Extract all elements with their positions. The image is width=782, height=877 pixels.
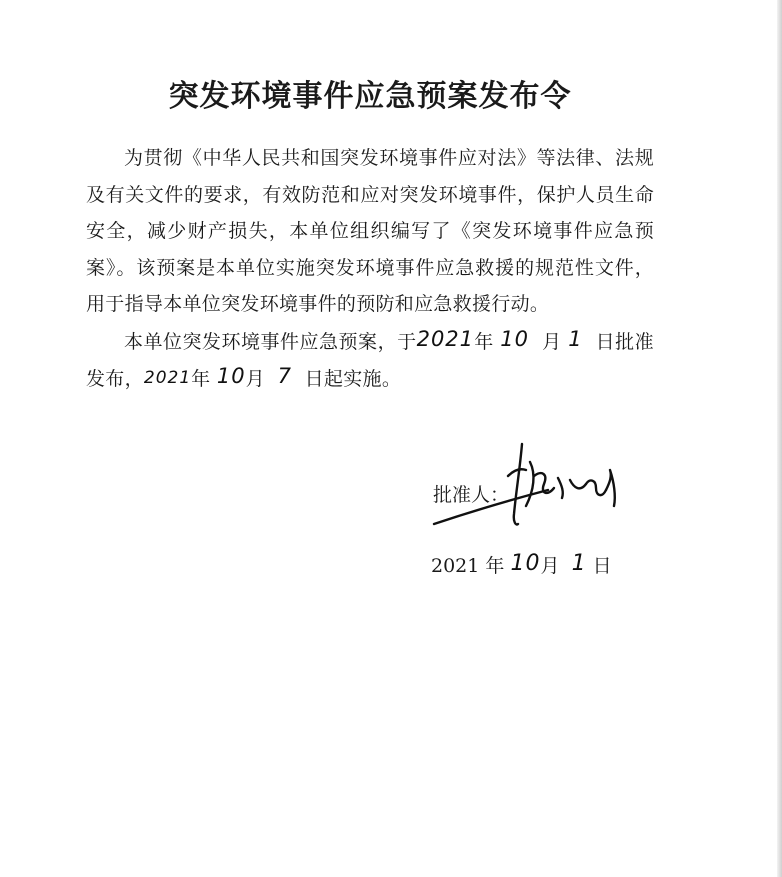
page-edge-shadow bbox=[777, 0, 782, 877]
issue-day-handwritten: 1 bbox=[571, 551, 587, 576]
issue-day-char: 日 bbox=[592, 555, 612, 577]
issue-month-char: 月 bbox=[540, 555, 560, 577]
effective-suffix: 日起实施。 bbox=[304, 368, 402, 390]
approve-year-char: 年 bbox=[474, 330, 494, 353]
document-title: 突发环境事件应急预案发布令 bbox=[168, 79, 572, 114]
dates-prefix: 本单位突发环境事件应急预案，于 bbox=[124, 330, 417, 353]
approve-month-char: 月 bbox=[542, 330, 562, 353]
approve-day-handwritten: 1 bbox=[568, 326, 583, 351]
issue-year: 2021 bbox=[431, 555, 480, 577]
paragraph-dates bbox=[86, 323, 654, 399]
effective-year-char: 年 bbox=[191, 368, 211, 390]
approve-suffix: 日批准发布， bbox=[86, 330, 654, 390]
approve-month-handwritten: 10 bbox=[500, 326, 530, 351]
document-body bbox=[86, 140, 654, 399]
effective-year-handwritten: 2021 bbox=[143, 368, 192, 388]
approver-label: 批准人： bbox=[433, 484, 510, 506]
paragraph-purpose: 为贯彻《中华人民共和国突发环境事件应对法》等法律、法规及有关文件的要求，有效防范和应对突发环境事件，保护人员生命安全，减少财产损失，本单位组织编写了《突发环境事件应急预案》。该预案是本单位实施突发环境事件应急救援的规范性文件，用于指导本单位突发环境事件的预防和应急救援行动。 bbox=[86, 147, 654, 315]
issue-month-handwritten: 10 bbox=[510, 551, 541, 576]
effective-month-char: 月 bbox=[245, 368, 265, 390]
approve-year-handwritten: 2021 bbox=[416, 326, 475, 351]
approver bbox=[433, 480, 509, 507]
effective-day-handwritten: 7 bbox=[277, 364, 292, 388]
issue-date bbox=[431, 551, 612, 578]
issue-year-char: 年 bbox=[485, 555, 505, 577]
effective-month-handwritten: 10 bbox=[216, 364, 246, 388]
